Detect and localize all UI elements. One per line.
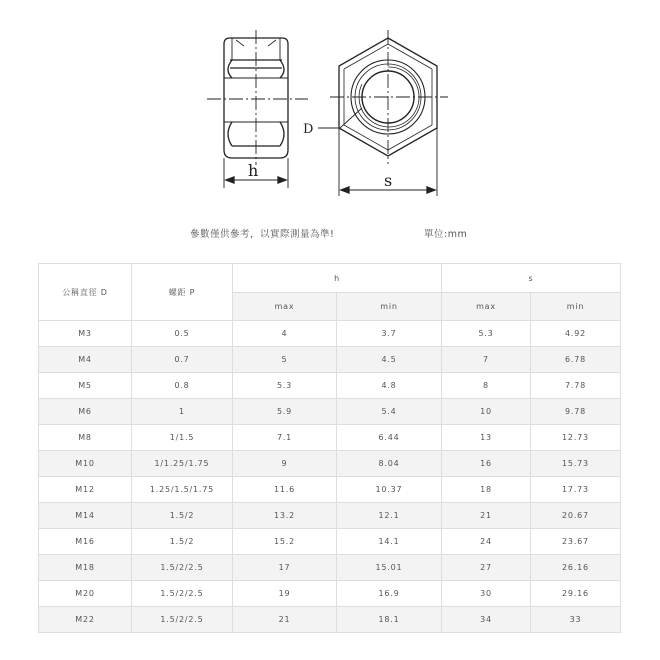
- cell-h-max: 17: [233, 555, 337, 581]
- cell-s-min: 23.67: [531, 529, 621, 555]
- cell-d: M4: [39, 347, 132, 373]
- cell-d: M16: [39, 529, 132, 555]
- cell-h-min: 8.04: [337, 451, 442, 477]
- cell-d: M5: [39, 373, 132, 399]
- header-pitch: 螺距 P: [132, 264, 233, 321]
- cell-h-min: 3.7: [337, 321, 442, 347]
- cell-s-min: 7.78: [531, 373, 621, 399]
- spec-table: [38, 263, 621, 633]
- table-row: [39, 321, 621, 347]
- header-h-max: max: [233, 293, 337, 321]
- cell-h-max: 9: [233, 451, 337, 477]
- cell-s-max: 18: [442, 477, 531, 503]
- cell-h-max: 19: [233, 581, 337, 607]
- table-row: [39, 373, 621, 399]
- cell-s-min: 4.92: [531, 321, 621, 347]
- cell-h-max: 7.1: [233, 425, 337, 451]
- cell-s-min: 26.16: [531, 555, 621, 581]
- cell-d: M12: [39, 477, 132, 503]
- cell-d: M10: [39, 451, 132, 477]
- cell-d: M18: [39, 555, 132, 581]
- cell-d: M20: [39, 581, 132, 607]
- cell-d: M14: [39, 503, 132, 529]
- cell-p: 1.5/2: [132, 529, 233, 555]
- cell-s-max: 24: [442, 529, 531, 555]
- cell-h-max: 21: [233, 607, 337, 633]
- cell-h-min: 14.1: [337, 529, 442, 555]
- cell-h-min: 18.1: [337, 607, 442, 633]
- cell-p: 0.8: [132, 373, 233, 399]
- cell-h-max: 11.6: [233, 477, 337, 503]
- cell-s-max: 27: [442, 555, 531, 581]
- cell-s-max: 10: [442, 399, 531, 425]
- unit-label: 單位:mm: [424, 229, 468, 240]
- caption: [0, 226, 660, 240]
- cell-s-max: 34: [442, 607, 531, 633]
- table-row: [39, 451, 621, 477]
- cell-d: M6: [39, 399, 132, 425]
- cell-h-min: 15.01: [337, 555, 442, 581]
- cell-h-min: 10.37: [337, 477, 442, 503]
- header-s-max: max: [442, 293, 531, 321]
- cell-s-max: 21: [442, 503, 531, 529]
- cell-s-min: 20.67: [531, 503, 621, 529]
- cell-h-min: 12.1: [337, 503, 442, 529]
- cell-h-max: 4: [233, 321, 337, 347]
- cell-h-min: 4.8: [337, 373, 442, 399]
- cell-d: M8: [39, 425, 132, 451]
- cell-h-max: 13.2: [233, 503, 337, 529]
- cell-p: 1.5/2: [132, 503, 233, 529]
- cell-p: 0.5: [132, 321, 233, 347]
- cell-h-min: 5.4: [337, 399, 442, 425]
- cell-h-min: 6.44: [337, 425, 442, 451]
- nut-technical-drawing: [0, 0, 660, 215]
- cell-s-min: 12.73: [531, 425, 621, 451]
- cell-s-max: 30: [442, 581, 531, 607]
- cell-h-min: 16.9: [337, 581, 442, 607]
- table-row: [39, 425, 621, 451]
- cell-s-min: 33: [531, 607, 621, 633]
- cell-h-min: 4.5: [337, 347, 442, 373]
- s-dimension-label: s: [384, 171, 393, 190]
- cell-p: 0.7: [132, 347, 233, 373]
- cell-h-max: 5.3: [233, 373, 337, 399]
- cell-d: M22: [39, 607, 132, 633]
- table-row: [39, 555, 621, 581]
- cell-h-max: 5: [233, 347, 337, 373]
- table-row: [39, 529, 621, 555]
- cell-s-max: 13: [442, 425, 531, 451]
- cell-s-min: 17.73: [531, 477, 621, 503]
- cell-p: 1.5/2/2.5: [132, 581, 233, 607]
- cell-s-max: 7: [442, 347, 531, 373]
- header-s-min: min: [531, 293, 621, 321]
- table-row: [39, 399, 621, 425]
- measurement-note: 參數僅供參考，以實際測量為準!: [190, 229, 335, 240]
- cell-p: 1.5/2/2.5: [132, 607, 233, 633]
- cell-p: 1.25/1.5/1.75: [132, 477, 233, 503]
- header-h-min: min: [337, 293, 442, 321]
- cell-p: 1: [132, 399, 233, 425]
- cell-s-min: 15.73: [531, 451, 621, 477]
- header-nominal-diameter: 公稱直徑 D: [39, 264, 132, 321]
- table-row: [39, 347, 621, 373]
- cell-s-max: 8: [442, 373, 531, 399]
- table-row: [39, 581, 621, 607]
- header-h: h: [233, 264, 442, 293]
- cell-h-max: 5.9: [233, 399, 337, 425]
- d-dimension-label: D: [303, 122, 314, 137]
- table-row: [39, 503, 621, 529]
- cell-s-min: 9.78: [531, 399, 621, 425]
- header-s: s: [442, 264, 621, 293]
- cell-p: 1/1.5: [132, 425, 233, 451]
- cell-s-max: 16: [442, 451, 531, 477]
- h-dimension-label: h: [248, 161, 259, 180]
- cell-h-max: 15.2: [233, 529, 337, 555]
- cell-d: M3: [39, 321, 132, 347]
- cell-p: 1.5/2/2.5: [132, 555, 233, 581]
- cell-p: 1/1.25/1.75: [132, 451, 233, 477]
- table-row: [39, 477, 621, 503]
- cell-s-min: 6.78: [531, 347, 621, 373]
- cell-s-min: 29.16: [531, 581, 621, 607]
- table-row: [39, 607, 621, 633]
- cell-s-max: 5.3: [442, 321, 531, 347]
